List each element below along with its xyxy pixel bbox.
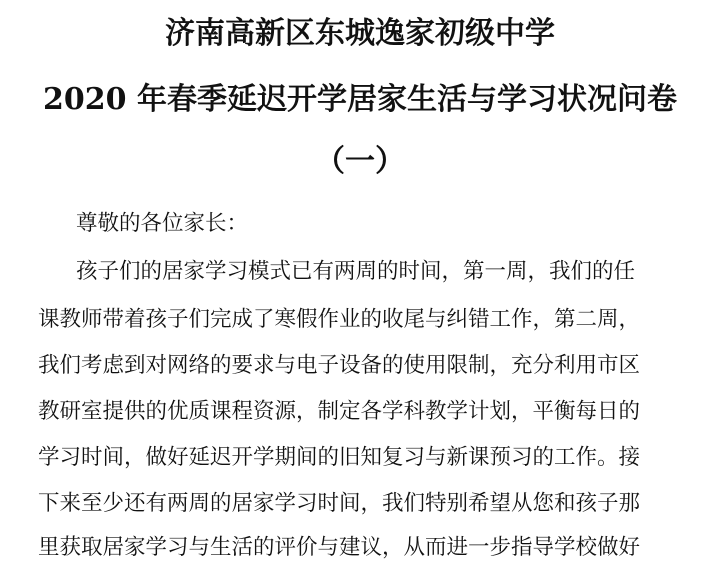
- paragraph-line: 学习时间，做好延迟开学期间的旧知复习与新课预习的工作。接: [38, 445, 641, 470]
- paragraph-line: 课教师带着孩子们完成了寒假作业的收尾与纠错工作，第二周，: [38, 307, 641, 332]
- paragraph-line: 孩子们的居家学习模式已有两周的时间，第一周，我们的任: [76, 259, 636, 284]
- paragraph-line: 我们考虑到对网络的要求与电子设备的使用限制，充分利用市区: [38, 353, 641, 378]
- greeting: 尊敬的各位家长：: [76, 211, 249, 236]
- paragraph-line: 教研室提供的优质课程资源，制定各学科教学计划，平衡每日的: [38, 399, 641, 424]
- paragraph-line: 下来至少还有两周的居家学习时间，我们特别希望从您和孩子那: [38, 491, 641, 516]
- paragraph-line: 里获取居家学习与生活的评价与建议，从而进一步指导学校做好: [38, 535, 641, 560]
- questionnaire-part-number: （一）: [315, 144, 405, 179]
- school-name-title: 济南高新区东城逸家初级中学: [165, 16, 555, 51]
- questionnaire-title: 2020 年春季延迟开学居家生活与学习状况问卷: [43, 82, 677, 117]
